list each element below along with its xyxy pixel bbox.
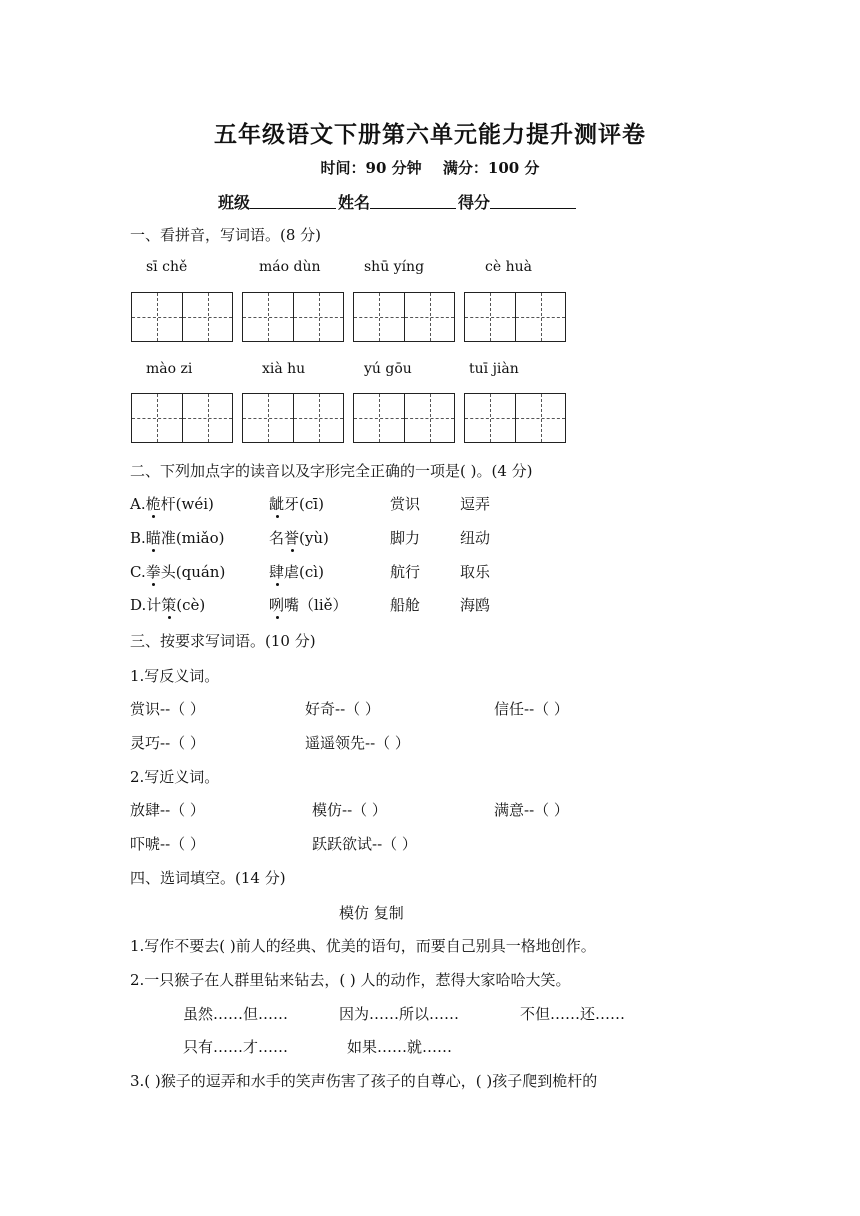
option-a[interactable]: A.桅杆(wéi)	[130, 495, 214, 513]
word-choices: 模仿 复制	[339, 904, 404, 922]
antonym-item[interactable]: 赏识--（ ）	[130, 700, 205, 718]
class-label: 班级	[218, 193, 251, 212]
option-b-word4: 纽动	[460, 529, 491, 547]
option-b-word3: 脚力	[390, 529, 421, 547]
class-blank[interactable]	[250, 190, 336, 209]
name-label: 姓名	[338, 193, 371, 212]
section3-heading: 三、按要求写词语。(10 分)	[130, 632, 316, 650]
antonym-item[interactable]: 信任--（ ）	[494, 700, 569, 718]
section1-heading: 一、看拼音，写词语。(8 分)	[130, 226, 322, 244]
option-a-word2: 龇牙(cī)	[269, 495, 324, 513]
pinyin-7: yú gōu	[364, 361, 412, 377]
synonym-heading: 2.写近义词。	[130, 768, 220, 786]
antonym-item[interactable]: 好奇--（ ）	[305, 700, 380, 718]
option-c-word2: 肆虐(cì)	[269, 563, 324, 581]
writing-box[interactable]	[131, 292, 233, 342]
option-d-word2: 咧嘴（liě）	[269, 596, 348, 614]
section4-heading: 四、选词填空。(14 分)	[130, 869, 286, 887]
pinyin-8: tuī jiàn	[469, 361, 519, 377]
conjunction-pair: 只有……才……	[183, 1038, 289, 1056]
synonym-item[interactable]: 模仿--（ ）	[312, 801, 387, 819]
writing-box[interactable]	[464, 292, 566, 342]
synonym-item[interactable]: 放肆--（ ）	[130, 801, 205, 819]
option-d-word3: 船舱	[390, 596, 421, 614]
synonym-item[interactable]: 满意--（ ）	[494, 801, 569, 819]
writing-box[interactable]	[353, 393, 455, 443]
synonym-item[interactable]: 跃跃欲试--（ ）	[312, 835, 417, 853]
writing-box[interactable]	[242, 393, 344, 443]
pinyin-6: xià hu	[262, 361, 306, 377]
name-blank[interactable]	[370, 190, 456, 209]
question-1[interactable]: 1.写作不要去( )前人的经典、优美的语句，而要自己别具一格地创作。	[130, 937, 596, 955]
option-d-word4: 海鸥	[460, 596, 491, 614]
option-c[interactable]: C.拳头(quán)	[130, 563, 226, 581]
student-info	[218, 190, 578, 213]
exam-meta	[0, 157, 860, 178]
time-limit: 时间：90 分钟	[320, 159, 422, 177]
conjunction-pair: 如果……就……	[347, 1038, 453, 1056]
antonym-item[interactable]: 灵巧--（ ）	[130, 734, 205, 752]
writing-box[interactable]	[242, 292, 344, 342]
option-c-word3: 航行	[390, 563, 421, 581]
question-2[interactable]: 2.一只猴子在人群里钻来钻去，( ) 人的动作，惹得大家哈哈大笑。	[130, 971, 571, 989]
full-score: 满分：100 分	[442, 159, 540, 177]
option-a-word3: 赏识	[390, 495, 421, 513]
synonym-item[interactable]: 吓唬--（ ）	[130, 835, 205, 853]
option-c-word4: 取乐	[460, 563, 491, 581]
option-a-word4: 逗弄	[460, 495, 491, 513]
pinyin-5: mào zi	[146, 361, 193, 377]
question-3[interactable]: 3.( )猴子的逗弄和水手的笑声伤害了孩子的自尊心，( )孩子爬到桅杆的	[130, 1072, 598, 1090]
conjunction-pair: 因为……所以……	[339, 1005, 460, 1023]
option-d[interactable]: D.计策(cè)	[130, 596, 206, 614]
points-blank[interactable]	[490, 190, 576, 209]
writing-box[interactable]	[353, 292, 455, 342]
pinyin-3: shū yíng	[364, 259, 425, 275]
section2-heading: 二、下列加点字的读音以及字形完全正确的一项是( )。(4 分)	[130, 462, 533, 480]
antonym-item[interactable]: 遥遥领先--（ ）	[305, 734, 410, 752]
pinyin-1: sī chě	[146, 259, 188, 275]
pinyin-4: cè huà	[485, 259, 532, 275]
page-title: 五年级语文下册第六单元能力提升测评卷	[214, 121, 646, 148]
antonym-heading: 1.写反义词。	[130, 667, 220, 685]
conjunction-pair: 虽然……但……	[183, 1005, 289, 1023]
writing-box[interactable]	[464, 393, 566, 443]
conjunction-pair: 不但……还……	[520, 1005, 626, 1023]
option-b-word2: 名誉(yù)	[269, 529, 329, 547]
option-b[interactable]: B.瞄准(miǎo)	[130, 529, 225, 547]
writing-box[interactable]	[131, 393, 233, 443]
pinyin-2: máo dùn	[259, 259, 321, 275]
points-label: 得分	[458, 193, 491, 212]
